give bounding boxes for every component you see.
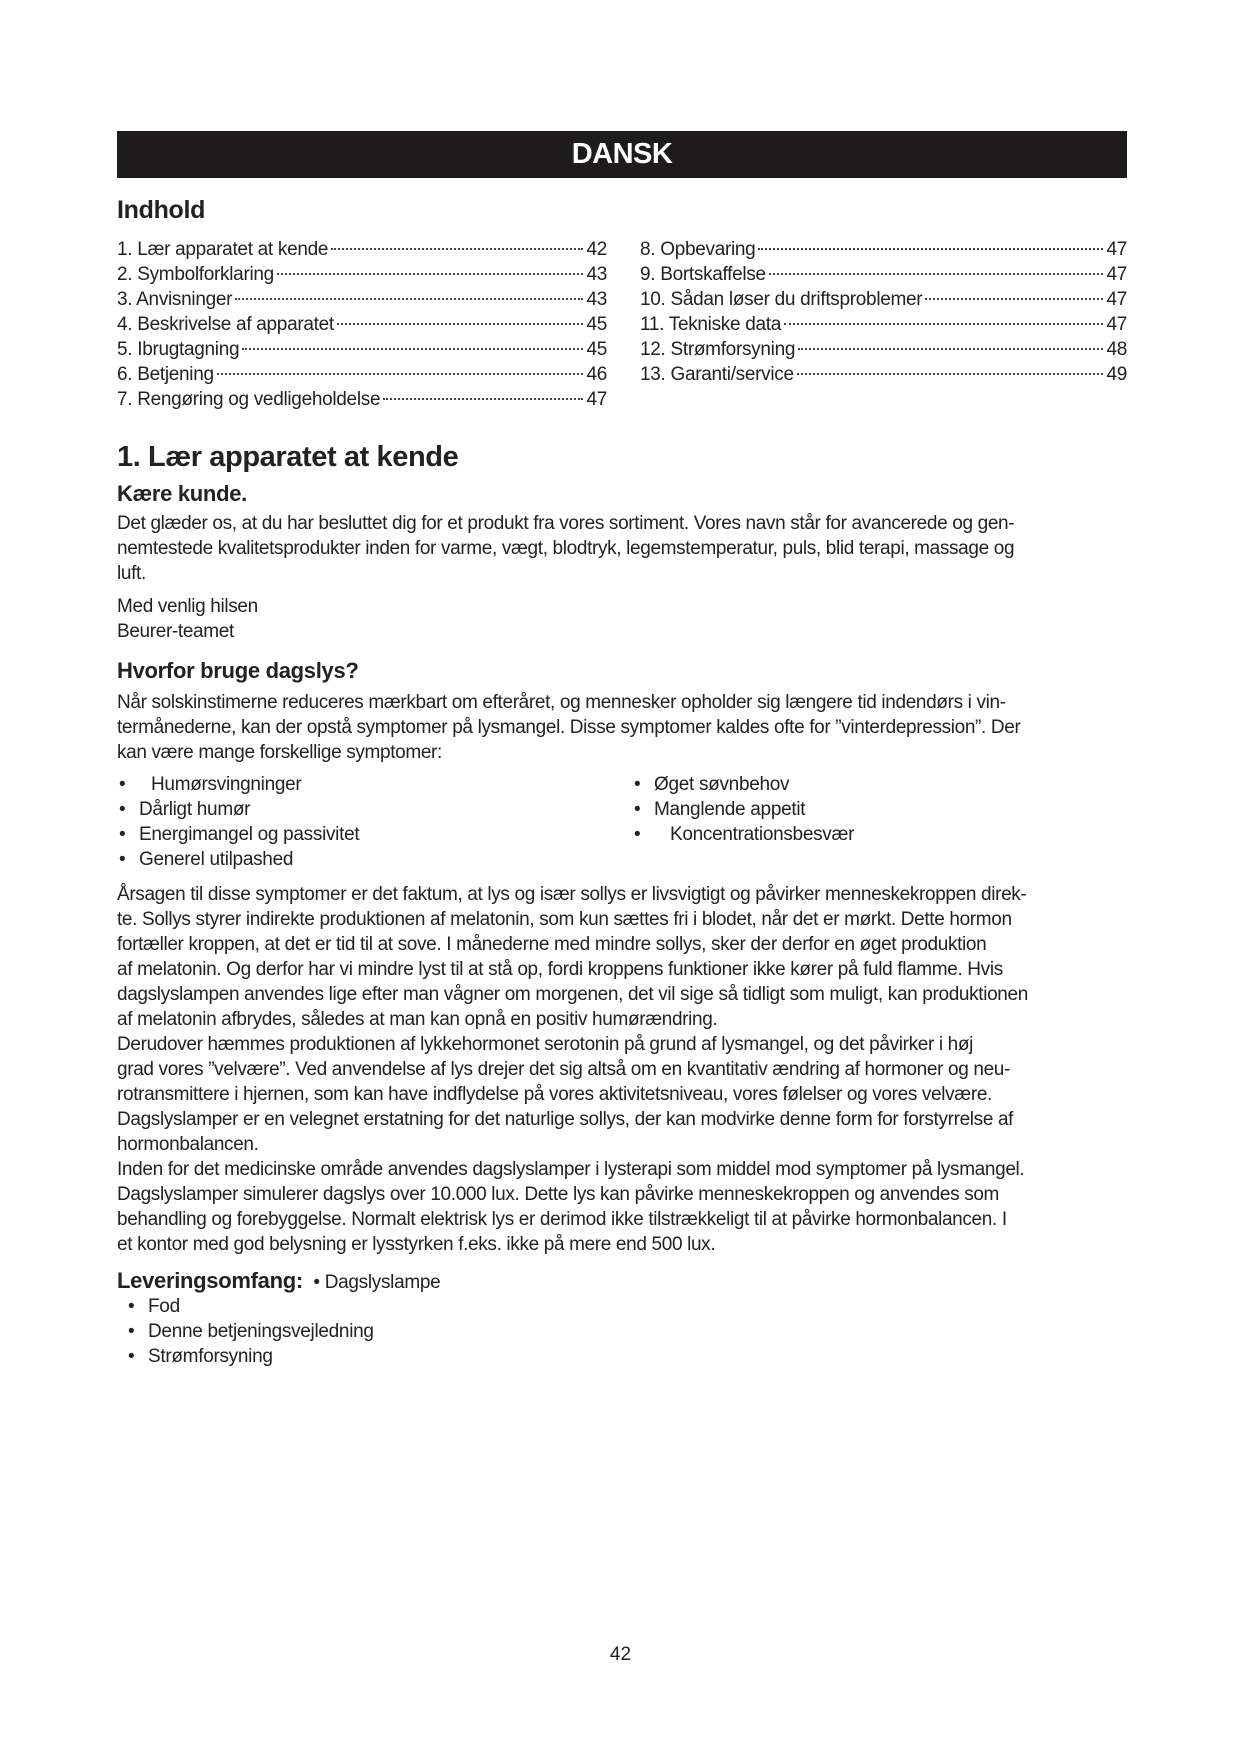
text-line: nemtestede kvalitetsprodukter inden for varme, vægt, blodtryk, legemstemperatur, puls, blid terapi, massage og xyxy=(117,538,1015,559)
list-item xyxy=(634,822,854,847)
text-line: termånederne, kan der opstå symptomer på lysmangel. Disse symptomer kaldes ofte for ”vinterdepression”. Der xyxy=(117,717,1021,738)
list-item-label: Koncentrationsbesvær xyxy=(670,824,855,845)
page-number: 42 xyxy=(609,1644,632,1665)
text-line: Dagslyslamper simulerer dagslys over 10.000 lux. Dette lys kan påvirke menneskekroppen og anvendes som xyxy=(117,1184,1000,1205)
text-line: Det glæder os, at du har besluttet dig for et produkt fra vores sortiment. Vores navn står for avancerede og gen- xyxy=(117,513,1015,534)
toc-leader-dots xyxy=(797,373,1104,375)
toc-entry-label: 13. Garanti/service xyxy=(640,364,794,385)
bullet: • xyxy=(313,1272,320,1293)
list-item-label: Dårligt humør xyxy=(139,799,251,820)
toc-entry[interactable] xyxy=(117,387,607,412)
toc-leader-dots xyxy=(277,273,584,275)
list-item xyxy=(128,1344,374,1369)
toc-entry-page: 45 xyxy=(586,314,607,335)
list-item xyxy=(119,847,359,872)
list-item xyxy=(634,797,854,822)
why-daylight-heading: Hvorfor bruge dagslys? xyxy=(117,658,359,683)
toc-entry[interactable] xyxy=(117,262,607,287)
list-item-label: Manglende appetit xyxy=(654,799,806,820)
toc-entry-label: 5. Ibrugtagning xyxy=(117,339,240,360)
text-line: hormonbalancen. xyxy=(117,1134,259,1155)
bullet: • xyxy=(634,774,641,795)
toc-entry[interactable] xyxy=(640,362,1127,387)
symptoms-list-right xyxy=(634,772,854,847)
toc-entry-label: 3. Anvisninger xyxy=(117,289,233,310)
toc-entry-page: 47 xyxy=(1106,239,1127,260)
text-line: behandling og forebyggelse. Normalt elektrisk lys er derimod ikke tilstrækkeligt til at påvirke hormonbalancen. I xyxy=(117,1209,1007,1230)
bullet: • xyxy=(119,824,126,845)
delivery-list xyxy=(128,1294,374,1369)
bullet: • xyxy=(119,799,126,820)
toc-leader-dots xyxy=(217,373,584,375)
toc-entry-page: 46 xyxy=(586,364,607,385)
text-line: Dagslyslamper er en velegnet erstatning for det naturlige sollys, der kan modvirke denne form for forstyrrelse af xyxy=(117,1109,1014,1130)
bullet: • xyxy=(128,1321,135,1342)
toc-entry-label: 11. Tekniske data xyxy=(640,314,782,335)
delivery-item-label: Dagslyslampe xyxy=(324,1272,441,1293)
text-line: et kontor med god belysning er lysstyrken f.eks. ikke på mere end 500 lux. xyxy=(117,1234,716,1255)
toc-entry-label: 7. Rengøring og vedligeholdelse xyxy=(117,389,381,410)
symptoms-list-left xyxy=(119,772,359,872)
toc-leader-dots xyxy=(925,298,1103,300)
toc-leader-dots xyxy=(784,323,1103,325)
toc-entry-label: 8. Opbevaring xyxy=(640,239,756,260)
text-line: Inden for det medicinske område anvendes dagslyslamper i lysterapi som middel mod symptomer på lysmangel. xyxy=(117,1159,1025,1180)
toc-entry-label: 1. Lær apparatet at kende xyxy=(117,239,329,260)
language-header-bar xyxy=(117,131,1127,178)
toc-title: Indhold xyxy=(117,196,206,224)
list-item xyxy=(128,1294,374,1319)
list-item xyxy=(119,822,359,847)
toc-entry[interactable] xyxy=(640,262,1127,287)
body-paragraph xyxy=(117,882,1028,1257)
list-item-label: Denne betjeningsvejledning xyxy=(148,1321,374,1342)
toc-leader-dots xyxy=(769,273,1104,275)
toc-leader-dots xyxy=(798,348,1103,350)
delivery-scope xyxy=(117,1268,440,1295)
list-item-label: Energimangel og passivitet xyxy=(139,824,360,845)
text-line: te. Sollys styrer indirekte produktionen af melatonin, som kun sættes fri i blodet, når det er mørkt. Dette hormon xyxy=(117,909,1012,930)
toc-leader-dots xyxy=(337,323,584,325)
bullet: • xyxy=(634,824,641,845)
list-item-label: Humørsvingninger xyxy=(151,774,302,795)
signoff-line: Med venlig hilsen xyxy=(117,596,258,617)
intro-paragraph xyxy=(117,511,1014,586)
text-line: dagslyslampen anvendes lige efter man vågner om morgenen, det vil sige så tidligt som muligt, kan produktionen xyxy=(117,984,1028,1005)
list-item-label: Fod xyxy=(148,1296,180,1317)
toc-entry-label: 6. Betjening xyxy=(117,364,214,385)
why-intro-paragraph xyxy=(117,690,1020,765)
toc-entry-label: 9. Bortskaffelse xyxy=(640,264,766,285)
toc-entry-page: 47 xyxy=(1106,289,1127,310)
bullet: • xyxy=(128,1296,135,1317)
text-line: rotransmittere i hjernen, som kan have indflydelse på vores aktivitetsniveau, vores følelser og vores velvære. xyxy=(117,1084,992,1105)
toc-entry[interactable] xyxy=(117,237,607,262)
toc-entry-page: 48 xyxy=(1106,339,1127,360)
toc-entry-page: 47 xyxy=(1106,264,1127,285)
bullet: • xyxy=(128,1346,135,1367)
bullet: • xyxy=(634,799,641,820)
list-item xyxy=(634,772,854,797)
delivery-heading: Leveringsomfang: xyxy=(117,1268,303,1293)
text-line: Derudover hæmmes produktionen af lykkehormonet serotonin på grund af lysmangel, og det påvirker i høj xyxy=(117,1034,973,1055)
toc-entry[interactable] xyxy=(117,362,607,387)
toc-entry[interactable] xyxy=(117,287,607,312)
toc-right-column xyxy=(640,237,1127,387)
toc-leader-dots xyxy=(235,298,583,300)
toc-entry[interactable] xyxy=(117,312,607,337)
section-title: 1. Lær apparatet at kende xyxy=(117,441,459,473)
toc-entry-label: 10. Sådan løser du driftsproblemer xyxy=(640,289,923,310)
text-line: Årsagen til disse symptomer er det faktum, at lys og især sollys er livsvigtigt og påvirker menneskekroppen direk- xyxy=(117,884,1027,905)
toc-entry-label: 12. Strømforsyning xyxy=(640,339,796,360)
list-item xyxy=(119,797,359,822)
toc-entry-label: 2. Symbolforklaring xyxy=(117,264,274,285)
bullet: • xyxy=(119,849,126,870)
toc-entry-page: 47 xyxy=(586,389,607,410)
text-line: af melatonin afbrydes, således at man kan opnå en positiv humørændring. xyxy=(117,1009,718,1030)
text-line: grad vores ”velvære”. Ved anvendelse af lys drejer det sig altså om en kvantitativ ændring af hormoner og neu- xyxy=(117,1059,1010,1080)
delivery-item xyxy=(313,1272,440,1293)
toc-left-column xyxy=(117,237,607,412)
bullet: • xyxy=(119,774,126,795)
list-item xyxy=(119,772,359,797)
greeting-heading: Kære kunde. xyxy=(117,481,247,506)
toc-leader-dots xyxy=(383,398,583,400)
text-line: luft. xyxy=(117,563,146,584)
language-title: DANSK xyxy=(571,138,673,170)
toc-entry[interactable] xyxy=(640,237,1127,262)
toc-leader-dots xyxy=(331,248,583,250)
list-item-label: Strømforsyning xyxy=(148,1346,273,1367)
toc-leader-dots xyxy=(758,248,1103,250)
toc-entry-label: 4. Beskrivelse af apparatet xyxy=(117,314,334,335)
text-line: Når solskinstimerne reduceres mærkbart om efteråret, og mennesker opholder sig længere tid indendørs i vin- xyxy=(117,692,1006,713)
toc-entry-page: 45 xyxy=(586,339,607,360)
toc-entry[interactable] xyxy=(640,287,1127,312)
toc-entry-page: 43 xyxy=(586,289,607,310)
toc-entry[interactable] xyxy=(640,337,1127,362)
toc-entry[interactable] xyxy=(640,312,1127,337)
text-line: af melatonin. Og derfor har vi mindre lyst til at stå op, fordi kroppens funktioner ikke kører på fuld flamme. Hvis xyxy=(117,959,1003,980)
list-item-label: Generel utilpashed xyxy=(139,849,294,870)
signoff-line: Beurer-teamet xyxy=(117,621,234,642)
signoff xyxy=(117,594,258,644)
toc-entry-page: 49 xyxy=(1106,364,1127,385)
toc-entry-page: 42 xyxy=(586,239,607,260)
text-line: kan være mange forskellige symptomer: xyxy=(117,742,442,763)
list-item-label: Øget søvnbehov xyxy=(654,774,790,795)
toc-leader-dots xyxy=(242,348,583,350)
list-item xyxy=(128,1319,374,1344)
toc-entry[interactable] xyxy=(117,337,607,362)
text-line: fortæller kroppen, at det er tid til at sove. I månederne med mindre sollys, sker der derfor en øget produktion xyxy=(117,934,987,955)
toc-entry-page: 43 xyxy=(586,264,607,285)
toc-entry-page: 47 xyxy=(1106,314,1127,335)
